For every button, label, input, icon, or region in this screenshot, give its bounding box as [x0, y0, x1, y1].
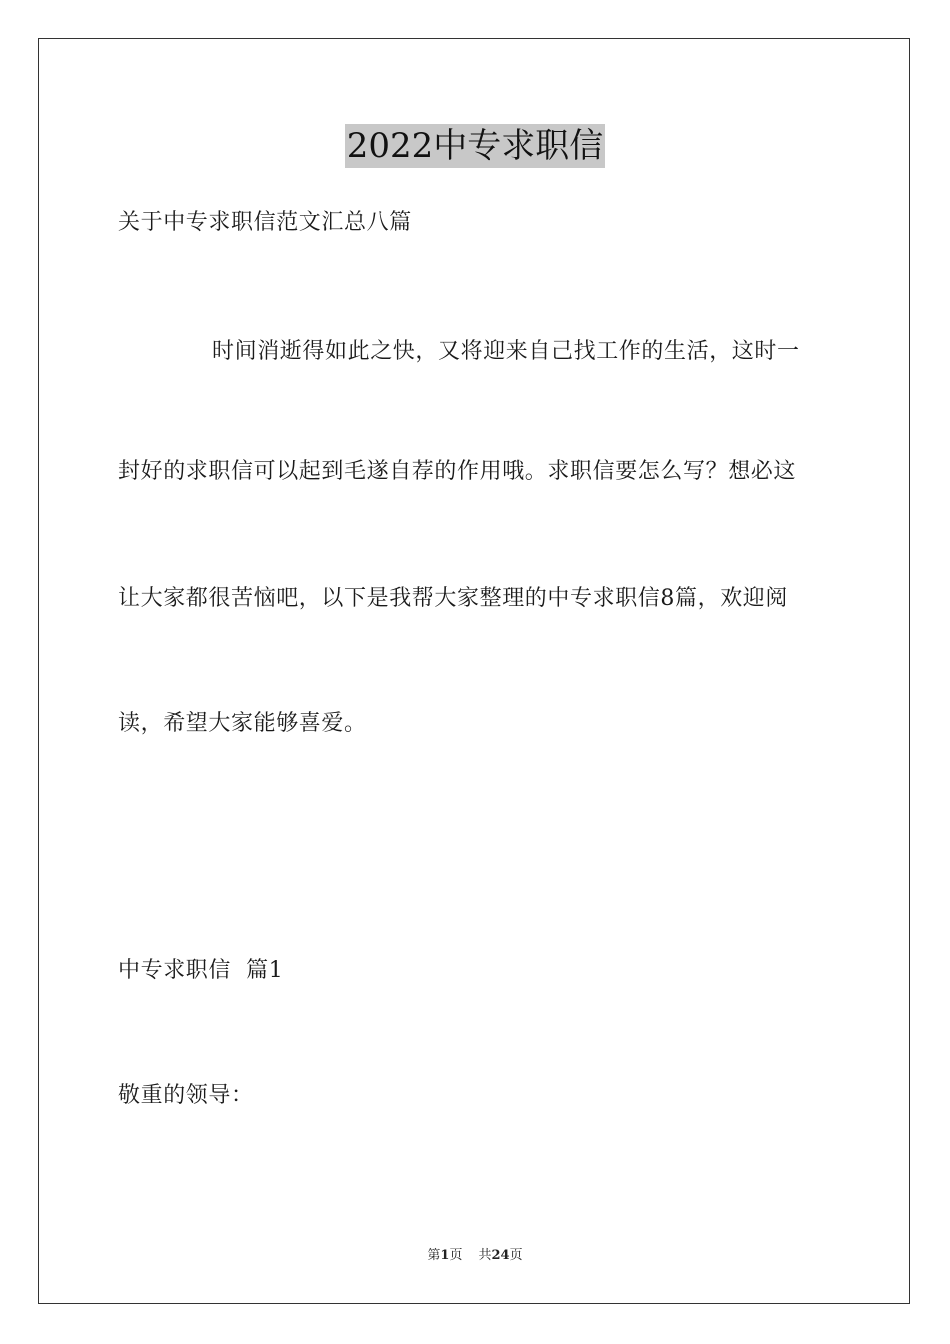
salutation: 敬重的领导：	[118, 1083, 254, 1108]
intro-line-1: 时间消逝得如此之快，又将迎来自己找工作的生活，这时一	[212, 339, 800, 364]
page-number: 1	[440, 1248, 450, 1263]
total-pages: 24	[491, 1248, 510, 1263]
document-subtitle: 关于中专求职信范文汇总八篇	[118, 210, 412, 235]
document-title: 2022中专求职信	[346, 126, 604, 166]
intro-line-4: 读，希望大家能够喜爱。	[118, 711, 367, 736]
page-suffix: 页	[449, 1248, 463, 1263]
total-prefix: 共	[478, 1248, 492, 1263]
total-suffix: 页	[509, 1248, 523, 1263]
page-prefix: 第	[427, 1248, 441, 1263]
intro-line-3: 让大家都很苦恼吧，以下是我帮大家整理的中专求职信8篇，欢迎阅	[118, 586, 788, 611]
intro-line-2: 封好的求职信可以起到毛遂自荐的作用哦。求职信要怎么写？想必这	[118, 459, 797, 484]
page-footer	[0, 1247, 950, 1265]
section-heading: 中专求职信 篇1	[118, 958, 284, 983]
title-container	[0, 124, 950, 168]
